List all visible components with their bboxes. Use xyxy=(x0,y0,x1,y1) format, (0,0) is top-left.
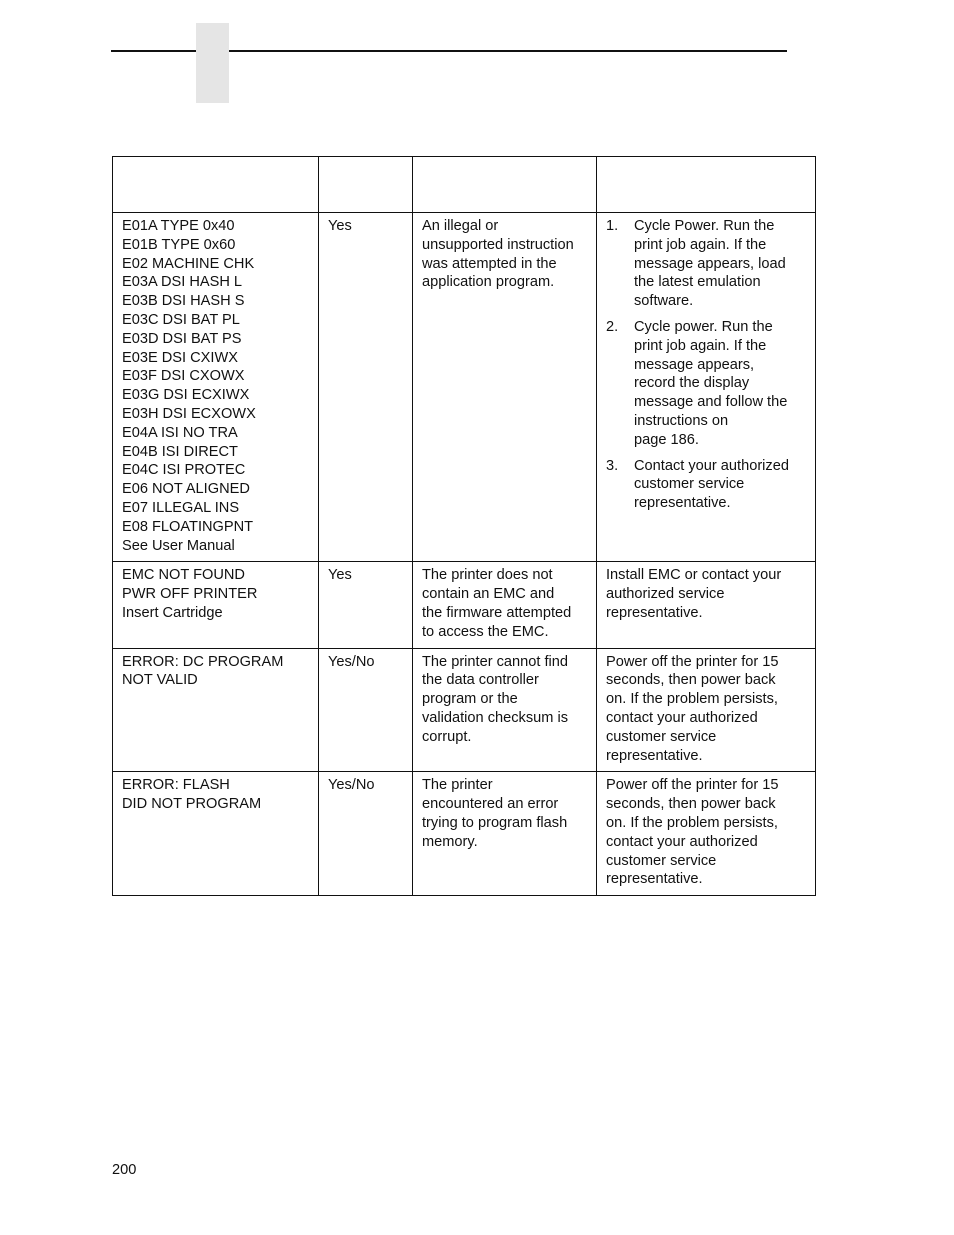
solution-line: Power off the printer for 15 xyxy=(606,653,779,670)
message-line: E01A TYPE 0x40 xyxy=(122,218,235,234)
step-line: message and follow the xyxy=(634,394,788,411)
explanation-line: The printer does not xyxy=(422,567,553,584)
step-number: 3. xyxy=(606,457,619,474)
message-line: E04A ISI NO TRA xyxy=(122,424,238,441)
solution-cell xyxy=(597,772,816,896)
message-line: EMC NOT FOUND xyxy=(122,567,245,584)
explanation-line: application program. xyxy=(422,274,555,291)
step-line: software. xyxy=(634,293,694,310)
table-row xyxy=(113,648,816,772)
step-line: message appears, load xyxy=(634,255,786,272)
solution-line: seconds, then power back xyxy=(606,672,776,689)
explanation-cell xyxy=(413,648,597,772)
explanation-cell xyxy=(413,562,597,648)
explanation-line: validation checksum is xyxy=(422,709,569,726)
message-line: E03B DSI HASH S xyxy=(122,293,245,310)
step-line: Cycle Power. Run the xyxy=(634,218,775,234)
header-cell-explanation xyxy=(413,157,597,213)
solution-line: on. If the problem persists, xyxy=(606,691,778,708)
solution-line: customer service xyxy=(606,728,717,745)
explanation-line: memory. xyxy=(422,833,478,850)
page-number: 200 xyxy=(112,1162,137,1178)
message-line: DID NOT PROGRAM xyxy=(122,796,262,813)
message-line: E06 NOT ALIGNED xyxy=(122,481,250,498)
message-line: E02 MACHINE CHK xyxy=(122,255,255,272)
step-line: record the display xyxy=(634,375,750,392)
step-number: 1. xyxy=(606,218,619,234)
error-message-table xyxy=(112,156,816,896)
message-cell xyxy=(113,562,319,648)
explanation-line: The printer xyxy=(422,777,493,794)
step-line: Contact your authorized xyxy=(634,457,789,474)
message-line: E08 FLOATINGPNT xyxy=(122,518,254,535)
solution-line: contact your authorized xyxy=(606,709,758,726)
step-line: representative. xyxy=(634,495,731,512)
solution-step xyxy=(606,318,806,450)
explanation-line: the data controller xyxy=(422,672,539,689)
step-line: Cycle power. Run the xyxy=(634,318,773,335)
header-cell-message xyxy=(113,157,319,213)
explanation-line: An illegal or xyxy=(422,218,499,234)
explanation-line: contain an EMC and xyxy=(422,586,555,603)
header-cell-displayed xyxy=(319,157,413,213)
displayed-cell: Yes xyxy=(319,213,413,562)
message-line: NOT VALID xyxy=(122,672,198,689)
message-line: E03G DSI ECXIWX xyxy=(122,387,250,404)
solution-step xyxy=(606,457,806,513)
step-line: the latest emulation xyxy=(634,274,761,291)
message-line: E03C DSI BAT PL xyxy=(122,311,240,328)
step-text xyxy=(634,318,806,450)
explanation-cell xyxy=(413,213,597,562)
message-cell xyxy=(113,213,319,562)
solution-line: customer service xyxy=(606,852,717,869)
message-line: E03F DSI CXOWX xyxy=(122,368,245,385)
explanation-line: encountered an error xyxy=(422,796,559,813)
solution-cell xyxy=(597,213,816,562)
chapter-tab xyxy=(196,23,229,103)
message-line: E04C ISI PROTEC xyxy=(122,462,246,479)
step-line: customer service xyxy=(634,476,745,493)
solution-line: Power off the printer for 15 xyxy=(606,777,779,794)
message-line: E03H DSI ECXOWX xyxy=(122,405,256,422)
explanation-line: trying to program flash xyxy=(422,814,568,831)
explanation-line: The printer cannot find xyxy=(422,653,569,670)
solution-line: contact your authorized xyxy=(606,833,758,850)
solution-cell xyxy=(597,648,816,772)
message-line: Insert Cartridge xyxy=(122,604,223,621)
step-number: 2. xyxy=(606,318,619,335)
explanation-line: the firmware attempted xyxy=(422,604,572,621)
message-cell xyxy=(113,648,319,772)
solution-step xyxy=(606,217,806,311)
table-row xyxy=(113,772,816,896)
message-line: See User Manual xyxy=(122,537,235,554)
solution-line: seconds, then power back xyxy=(606,796,776,813)
message-line: E03A DSI HASH L xyxy=(122,274,243,291)
table-row xyxy=(113,213,816,562)
step-text xyxy=(634,217,806,311)
step-text xyxy=(634,457,806,513)
solution-line: Install EMC or contact your xyxy=(606,567,782,584)
message-line: E01B TYPE 0x60 xyxy=(122,236,236,253)
message-line: E04B ISI DIRECT xyxy=(122,443,238,460)
message-line: ERROR: DC PROGRAM xyxy=(122,653,284,670)
displayed-cell: Yes/No xyxy=(319,648,413,772)
message-line: PWR OFF PRINTER xyxy=(122,586,258,603)
displayed-cell: Yes xyxy=(319,562,413,648)
solution-steps xyxy=(606,217,806,513)
explanation-line: program or the xyxy=(422,691,518,708)
solution-cell xyxy=(597,562,816,648)
solution-line: representative. xyxy=(606,604,703,621)
table-header-row xyxy=(113,157,816,213)
message-line: E03E DSI CXIWX xyxy=(122,349,238,366)
step-line: print job again. If the xyxy=(634,337,767,354)
step-line: instructions on xyxy=(634,412,729,429)
explanation-line: corrupt. xyxy=(422,728,472,745)
step-line: print job again. If the xyxy=(634,236,767,253)
explanation-cell xyxy=(413,772,597,896)
header-cell-solution xyxy=(597,157,816,213)
solution-line: representative. xyxy=(606,747,703,764)
solution-line: on. If the problem persists, xyxy=(606,814,778,831)
message-line: E07 ILLEGAL INS xyxy=(122,499,240,516)
displayed-cell: Yes/No xyxy=(319,772,413,896)
message-line: ERROR: FLASH xyxy=(122,777,230,794)
table-row xyxy=(113,562,816,648)
solution-line: representative. xyxy=(606,871,703,888)
solution-line: authorized service xyxy=(606,586,725,603)
explanation-line: was attempted in the xyxy=(422,255,557,272)
explanation-line: to access the EMC. xyxy=(422,623,549,640)
message-cell xyxy=(113,772,319,896)
step-line: message appears, xyxy=(634,356,755,373)
explanation-line: unsupported instruction xyxy=(422,236,574,253)
message-line: E03D DSI BAT PS xyxy=(122,330,242,347)
page-reference-link[interactable]: page 186. xyxy=(634,431,699,448)
